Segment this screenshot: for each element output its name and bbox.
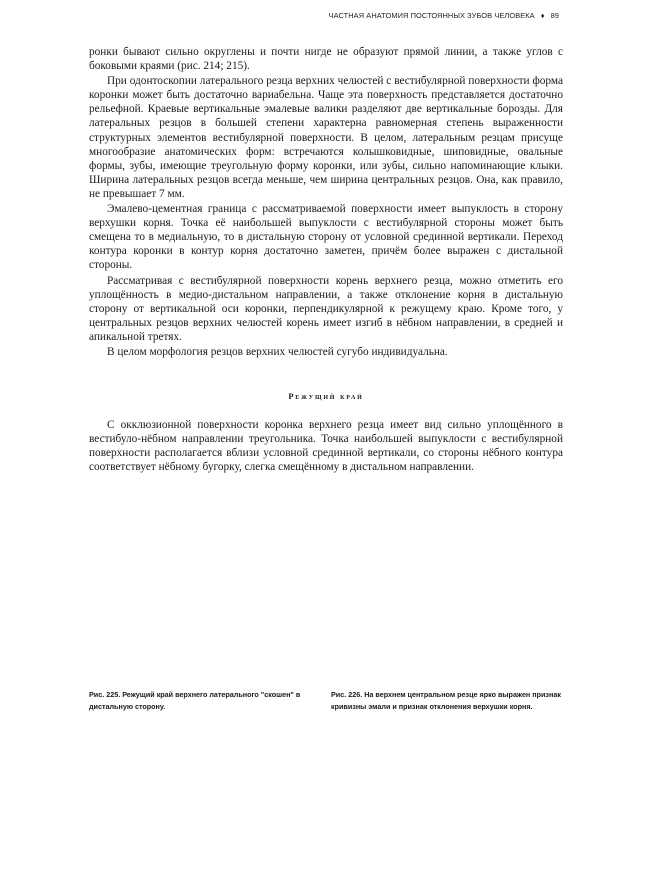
section-body (89, 418, 563, 474)
body-text (89, 45, 563, 359)
section-heading: Режущий край (288, 392, 364, 401)
paragraph: При одонтоскопии латерального резца верхних челюстей с вестибулярной поверхности форма коронки может быть достаточно вариабельна. Чаще эта поверхность представляется достаточно рельефной. Краевые вертикальные эмалевые валики разделяют две вертикальные борозды. Для латеральных резцов в большей степени характерна равномерная степень выраженности структурных элементов вестибулярной поверхности. В целом, латеральным резцам присуще многообразие анатомических форм: встречаются колышковидные, шиповидные, овальные формы, зубы, имеющие треугольную форму коронки, или зубы, сильно напоминающие клыки. Ширина латеральных резцов всегда меньше, чем ширина центральных резцов. Она, как правило, не превышает 7 мм. (89, 75, 563, 200)
figure-caption-226: Рис. 226. На верхнем центральном резце ярко выражен признак кривизны эмали и признак отклонения верхушки корня. (331, 690, 561, 711)
paragraph: ронки бывают сильно округлены и почти нигде не образуют прямой линии, а также углов с боковыми краями (рис. 214; 215). (89, 46, 563, 73)
paragraph: Рассматривая с вестибулярной поверхности корень верхнего резца, можно отметить его уплощённость в медио-дистальном направлении, а также отклонение корня в дистальную сторону от вертикальной оси коронки, перпендикулярной к режущему краю. Кроме того, у центральных резцов верхних челюстей корень имеет изгиб в нёбном направлении, в средней и апикальной третях. (89, 274, 563, 343)
page-number: 89 (550, 11, 559, 20)
header-separator: ♦ (540, 11, 545, 20)
paragraph: Эмалево-цементная граница с рассматриваемой поверхности имеет выпуклость в сторону верхушки корня. Точка её наибольшей выпуклости с вестибулярной стороны может быть смещена то в медиальную, то в дистальную сторону от условной срединной вертикали. Переход контура коронки в контур корня достаточно заметен, причём более выражен с дистальной стороны. (89, 203, 563, 272)
running-title: ЧАСТНАЯ АНАТОМИЯ ПОСТОЯННЫХ ЗУБОВ ЧЕЛОВЕКА (328, 11, 535, 20)
paragraph: С окклюзионной поверхности коронка верхнего резца имеет вид сильно уплощённого в вестибуло-нёбном направлении треугольника. Точка наибольшей выпуклости с вестибулярной поверхности располагается вблизи условной срединной вертикали, со стороны нёбного контура соответствует нёбному бугорку, слегка смещённому в дистальном направлении. (89, 419, 563, 474)
paragraph: В целом морфология резцов верхних челюстей сугубо индивидуальна. (107, 345, 448, 358)
running-header (329, 11, 559, 20)
figure-caption-225: Рис. 225. Режущий край верхнего латерального "скошен" в дистальную сторону. (89, 690, 301, 711)
